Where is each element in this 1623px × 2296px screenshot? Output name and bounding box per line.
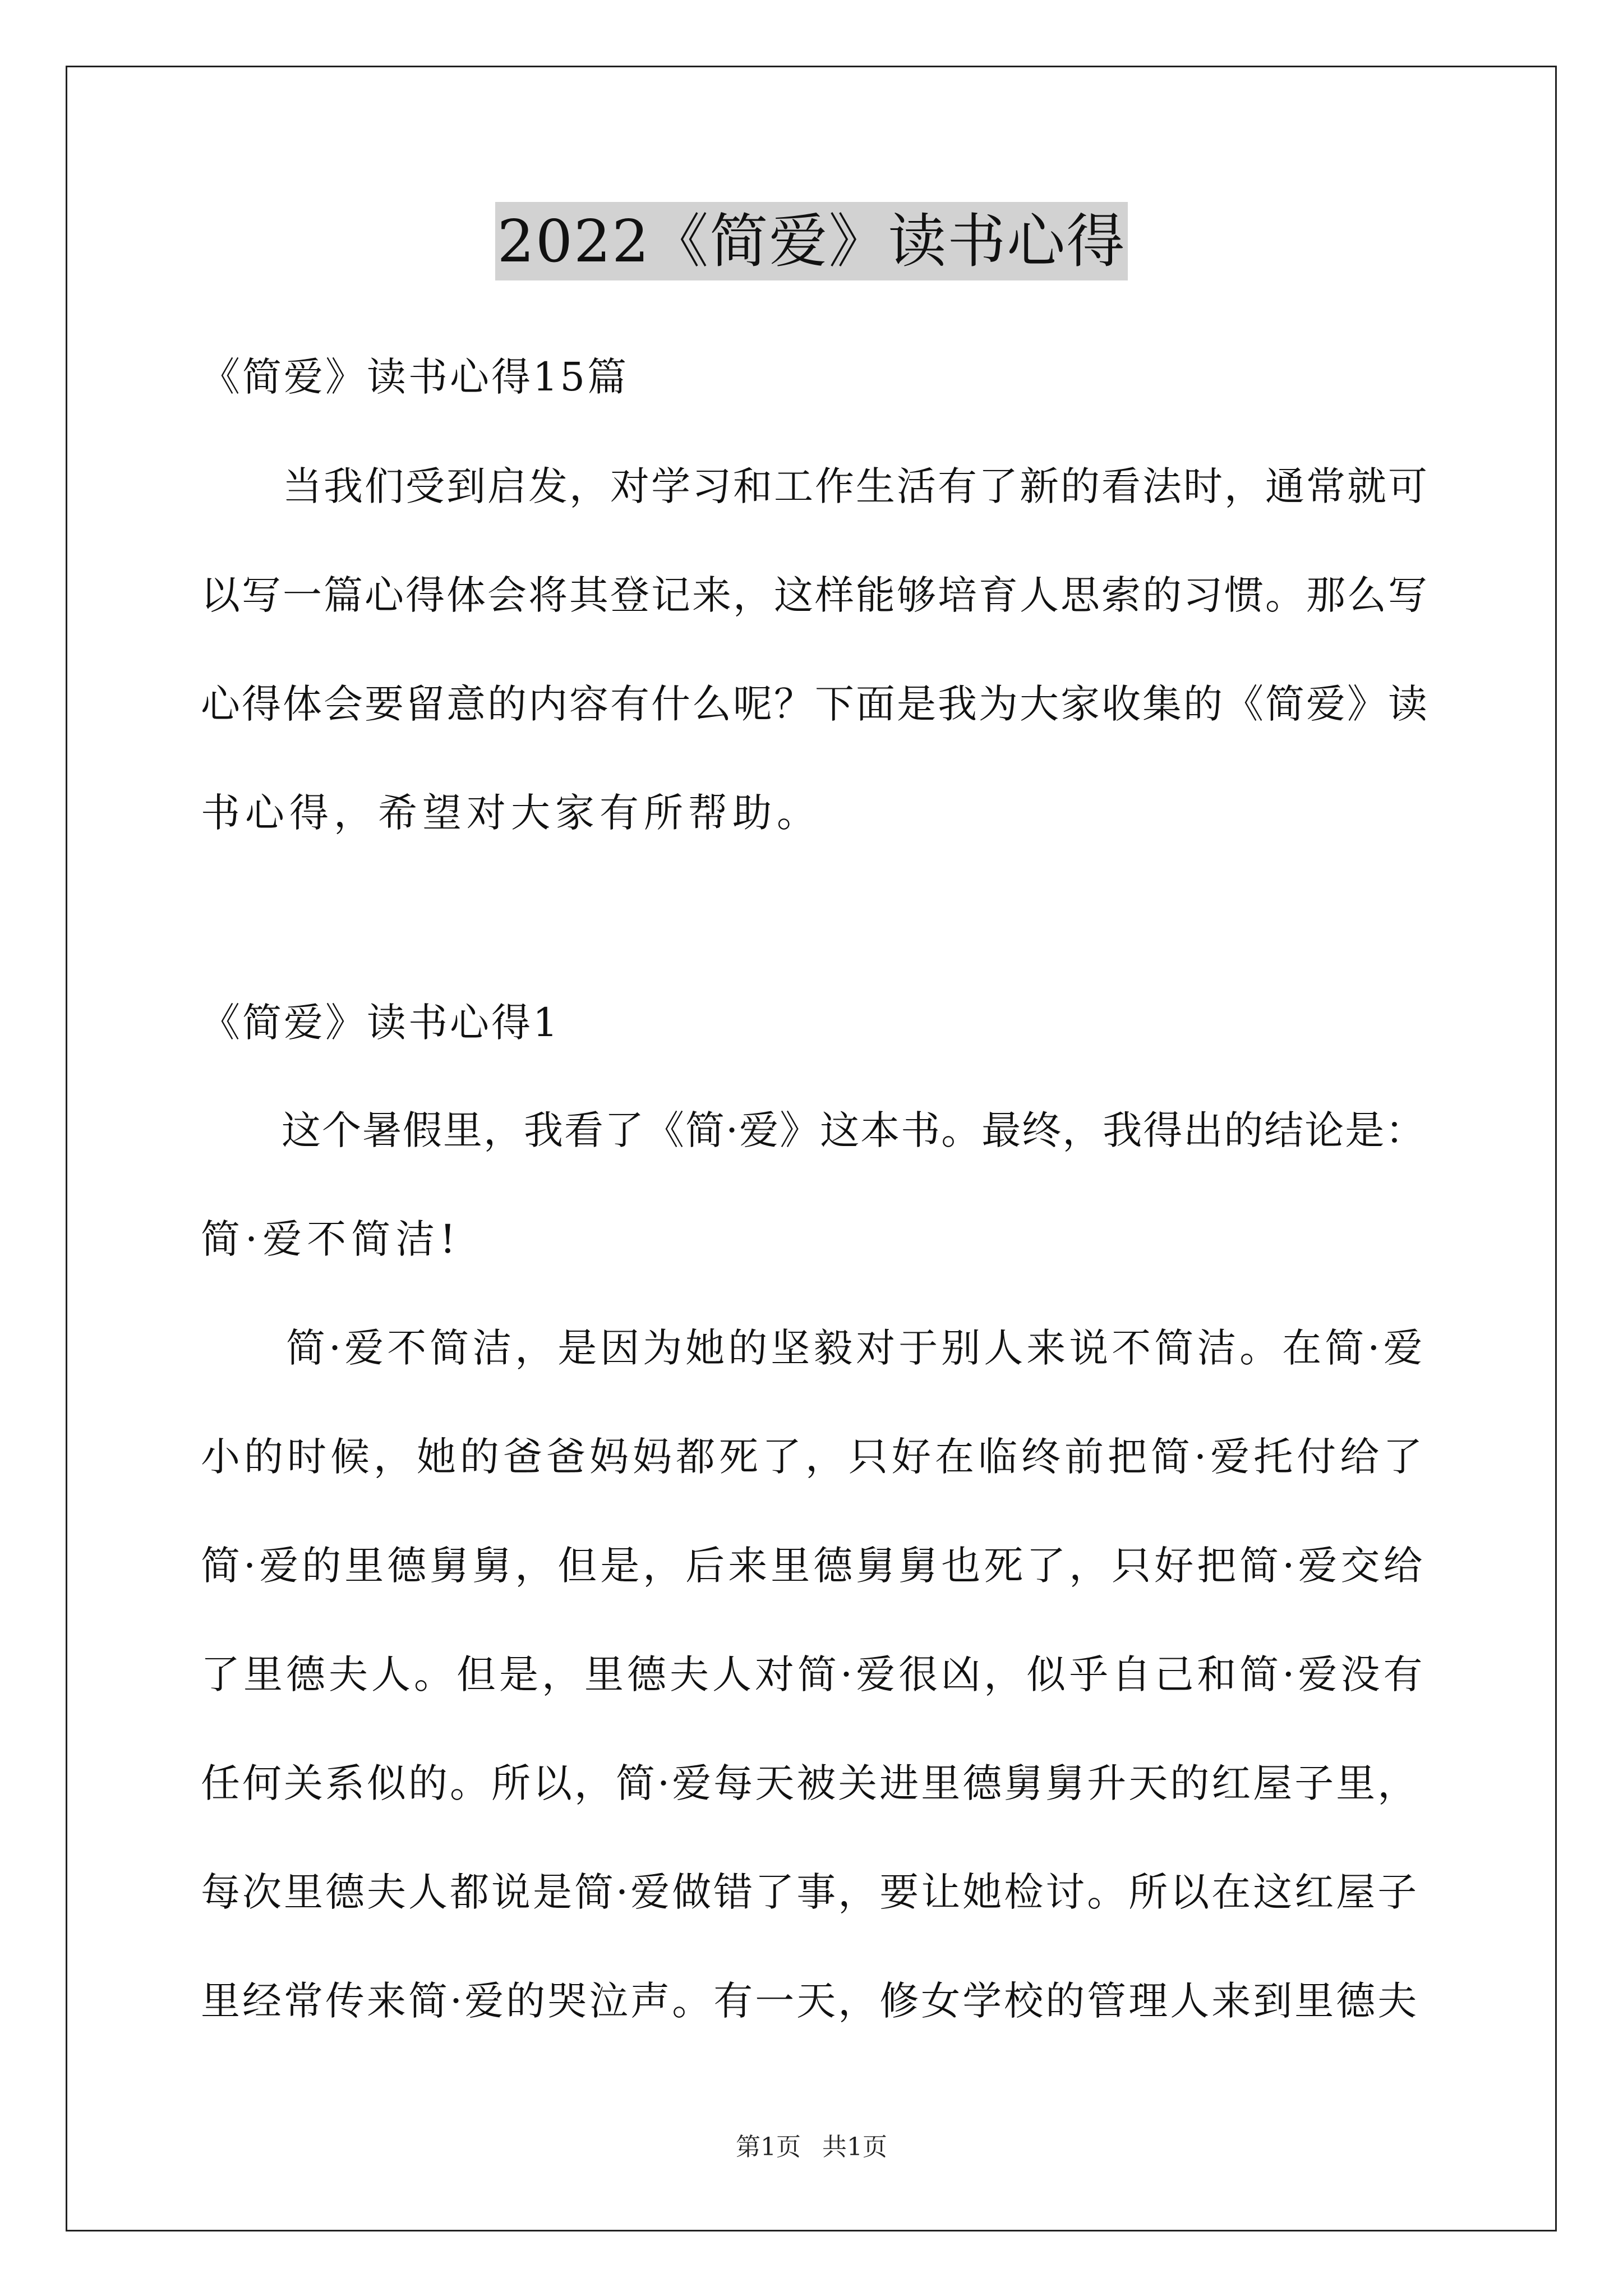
section-heading: 《简爱》读书心得1 [201, 1000, 560, 1046]
body-line: 简·爱不简洁! [201, 1216, 461, 1262]
title-block [0, 202, 1623, 280]
body-line: 任何关系似的。所以，简·爱每天被关进里德舅舅升天的红屋子里， [201, 1760, 1419, 1806]
body-line: 每次里德夫人都说是简·爱做错了事，要让她检讨。所以在这红屋子 [201, 1869, 1419, 1915]
body-line: 简·爱不简洁，是因为她的坚毅对于别人来说不简洁。在简·爱 [201, 1325, 1426, 1371]
intro-line: 当我们受到启发，对学习和工作生活有了新的看法时，通常就可 [201, 463, 1429, 509]
intro-line: 心得体会要留意的内容有什么呢？下面是我为大家收集的《简爱》读 [201, 681, 1429, 727]
page-footer [0, 2132, 1623, 2163]
body-line: 小的时候，她的爸爸妈妈都死了，只好在临终前把简·爱托付给了 [201, 1434, 1427, 1480]
page-number: 第1页 [736, 2133, 801, 2161]
document-title: 2022《简爱》读书心得 [495, 202, 1128, 280]
body-line: 了里德夫人。但是，里德夫人对简·爱很凶，似乎自己和简·爱没有 [201, 1651, 1426, 1697]
subtitle: 《简爱》读书心得15篇 [201, 354, 629, 400]
intro-line: 以写一篇心得体会将其登记来，这样能够培育人思索的习惯。那么写 [201, 572, 1429, 618]
body-line: 里经常传来简·爱的哭泣声。有一天，修女学校的管理人来到里德夫 [201, 1978, 1419, 2024]
body-line: 简·爱的里德舅舅，但是，后来里德舅舅也死了，只好把简·爱交给 [201, 1543, 1426, 1589]
page-total: 共1页 [822, 2133, 887, 2161]
intro-line: 书心得，希望对大家有所帮助。 [201, 790, 821, 836]
body-line: 这个暑假里，我看了《简·爱》这本书。最终，我得出的结论是： [201, 1107, 1426, 1153]
